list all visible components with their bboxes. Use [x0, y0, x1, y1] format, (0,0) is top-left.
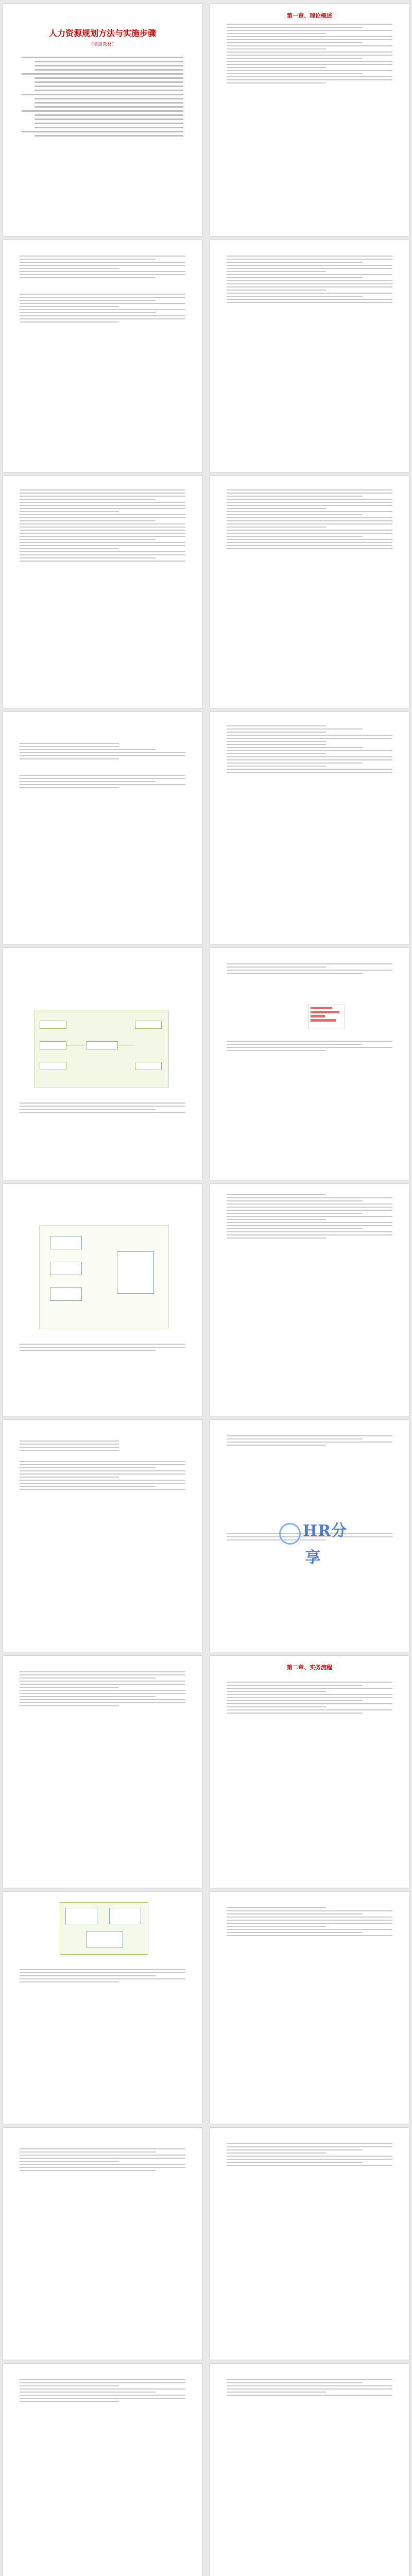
- diagram-panel: [60, 1902, 148, 1955]
- table-of-contents: [22, 57, 183, 137]
- page-text: [210, 240, 409, 472]
- page-text: [3, 1656, 202, 1888]
- page-text: [210, 1892, 409, 2124]
- chapter-2-title: 第二章、实务流程: [287, 1664, 332, 1671]
- chart-thumbnail: [308, 1005, 345, 1028]
- hr-logo-watermark: [272, 1518, 354, 1567]
- chapter-1-title: 第一章、理论概述: [287, 12, 332, 19]
- page-text: [3, 476, 202, 708]
- page-diagram: [3, 1892, 202, 2124]
- page-diagram: [3, 1184, 202, 1416]
- page-text: [3, 2364, 202, 2576]
- page-chapter1-start: [210, 4, 409, 236]
- page-text: [3, 240, 202, 472]
- document-title: 人力资源规划方法与实施步骤: [48, 28, 156, 38]
- page-with-watermark: [210, 1420, 409, 1652]
- page-cover: [3, 4, 202, 236]
- page-text: [210, 476, 409, 708]
- page-text: [210, 2128, 409, 2360]
- page-text: [210, 712, 409, 944]
- flow-diagram: [34, 1010, 169, 1088]
- logo-ring-icon: [279, 1523, 301, 1545]
- page-text: [3, 2128, 202, 2360]
- page-diagram-flow: [3, 948, 202, 1180]
- watermark-text: HR分享: [302, 1522, 348, 1567]
- page-text: [210, 2364, 409, 2576]
- page-text-with-chart: [210, 948, 409, 1180]
- diagram-panel: [39, 1225, 169, 1329]
- page-text: [3, 712, 202, 944]
- page-chapter2-start: [210, 1656, 409, 1888]
- document-subtitle: （培训教材）: [88, 42, 116, 47]
- page-text: [210, 1184, 409, 1416]
- page-text: [3, 1420, 202, 1652]
